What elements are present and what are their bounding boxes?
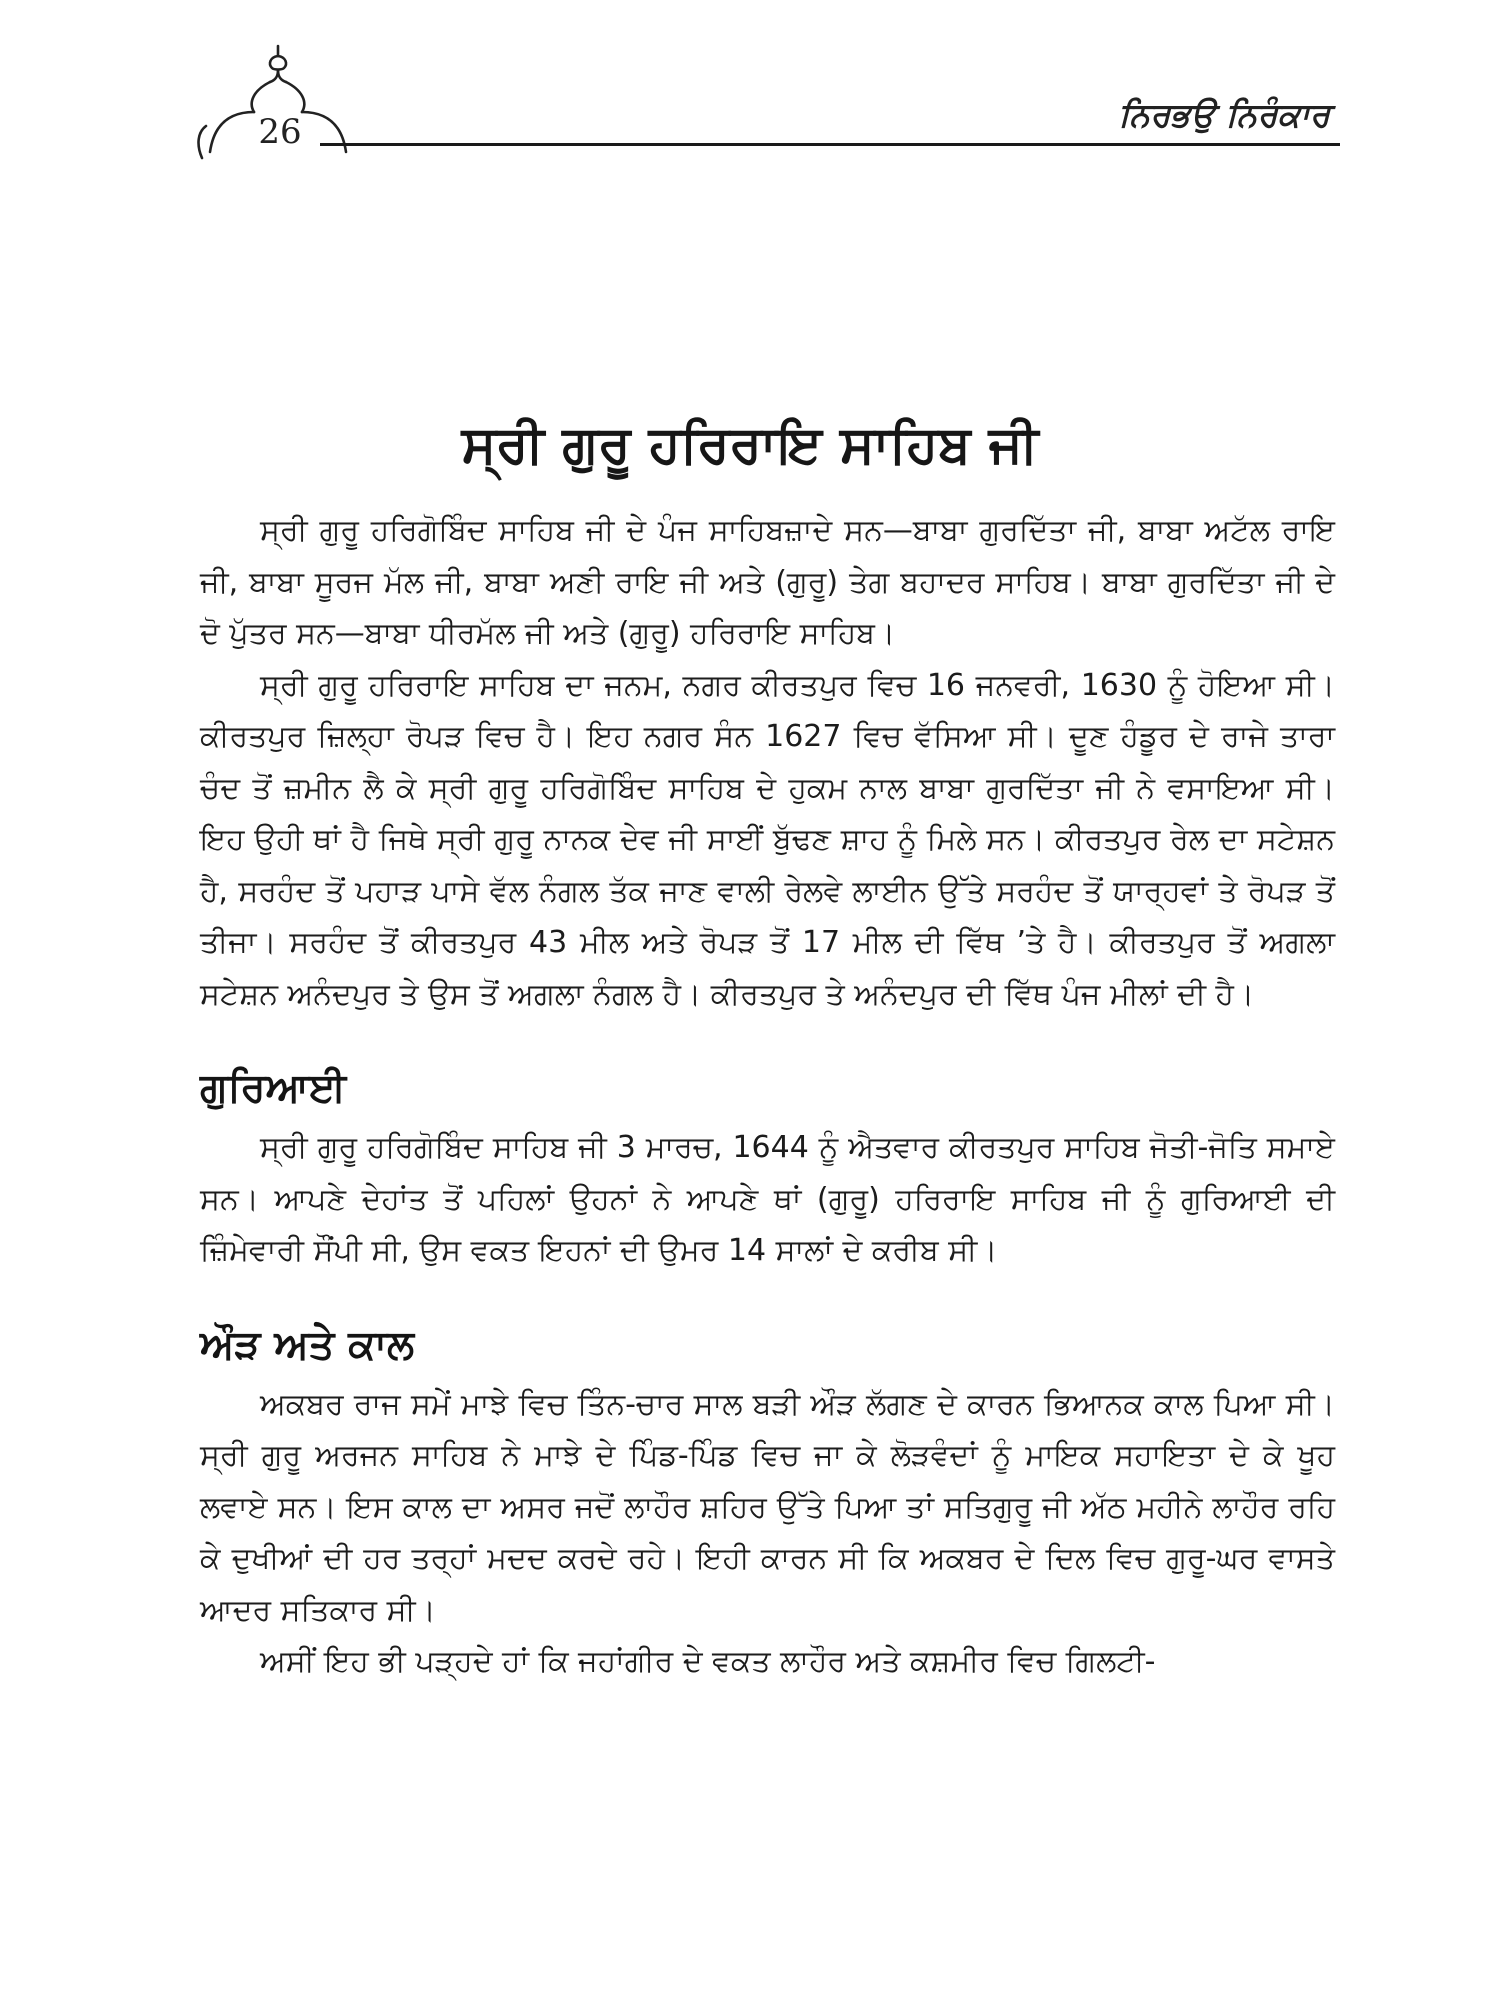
aurh-paragraph-1: ਅਕਬਰ ਰਾਜ ਸਮੇਂ ਮਾਝੇ ਵਿਚ ਤਿੰਨ-ਚਾਰ ਸਾਲ ਬੜੀ ਔੜ ਲੱਗਣ ਦੇ ਕਾਰਨ ਭਿਆਨਕ ਕਾਲ ਪਿਆ ਸੀ। ਸ੍ਰੀ ਗੁਰੂ ਅਰਜਨ ਸਾਹਿਬ ਨੇ ਮਾਝੇ ਦੇ ਪਿੰਡ-ਪਿੰਡ ਵਿਚ ਜਾ ਕੇ ਲੋੜਵੰਦਾਂ ਨੂੰ ਮਾਇਕ ਸਹਾਇਤਾ ਦੇ ਕੇ ਖੂਹ ਲਵਾਏ ਸਨ। ਇਸ ਕਾਲ ਦਾ ਅਸਰ ਜਦੋਂ ਲਾਹੌਰ ਸ਼ਹਿਰ ਉੱਤੇ ਪਿਆ ਤਾਂ ਸਤਿਗੁਰੂ ਜੀ ਅੱਠ ਮਹੀਨੇ ਲਾਹੌਰ ਰਹਿ ਕੇ ਦੁਖੀਆਂ ਦੀ ਹਰ ਤਰ੍ਹਾਂ ਮਦਦ ਕਰਦੇ ਰਹੇ। ਇਹੀ ਕਾਰਨ ਸੀ ਕਿ ਅਕਬਰ ਦੇ ਦਿਲ ਵਿਚ ਗੁਰੂ-ਘਰ ਵਾਸਤੇ ਆਦਰ ਸਤਿਕਾਰ ਸੀ।	[200, 1386, 1335, 1628]
page-number: 26	[258, 112, 302, 152]
guriayi-paragraph: ਸ੍ਰੀ ਗੁਰੂ ਹਰਿਗੋਬਿੰਦ ਸਾਹਿਬ ਜੀ 3 ਮਾਰਚ, 1644 ਨੂੰ ਐਤਵਾਰ ਕੀਰਤਪੁਰ ਸਾਹਿਬ ਜੋਤੀ-ਜੋਤਿ ਸਮਾਏ ਸਨ। ਆਪਣੇ ਦੇਹਾਂਤ ਤੋਂ ਪਹਿਲਾਂ ਉਹਨਾਂ ਨੇ ਆਪਣੇ ਥਾਂ (ਗੁਰੂ) ਹਰਿਰਾਇ ਸਾਹਿਬ ਜੀ ਨੂੰ ਗੁਰਿਆਈ ਦੀ ਜ਼ਿੰਮੇਵਾਰੀ ਸੌਂਪੀ ਸੀ, ਉਸ ਵਕਤ ਇਹਨਾਂ ਦੀ ਉਮਰ 14 ਸਾਲਾਂ ਦੇ ਕਰੀਬ ਸੀ।	[200, 1130, 1335, 1268]
intro-paragraph-1: ਸ੍ਰੀ ਗੁਰੂ ਹਰਿਗੋਬਿੰਦ ਸਾਹਿਬ ਜੀ ਦੇ ਪੰਜ ਸਾਹਿਬਜ਼ਾਦੇ ਸਨ—ਬਾਬਾ ਗੁਰਦਿੱਤਾ ਜੀ, ਬਾਬਾ ਅਟੱਲ ਰਾਇ ਜੀ, ਬਾਬਾ ਸੂਰਜ ਮੱਲ ਜੀ, ਬਾਬਾ ਅਣੀ ਰਾਇ ਜੀ ਅਤੇ (ਗੁਰੂ) ਤੇਗ ਬਹਾਦਰ ਸਾਹਿਬ। ਬਾਬਾ ਗੁਰਦਿੱਤਾ ਜੀ ਦੇ ਦੋ ਪੁੱਤਰ ਸਨ—ਬਾਬਾ ਧੀਰਮੱਲ ਜੀ ਅਤੇ (ਗੁਰੂ) ਹਰਿਰਾਇ ਸਾਹਿਬ।	[200, 513, 1335, 651]
aurh-paragraph-2: ਅਸੀਂ ਇਹ ਭੀ ਪੜ੍ਹਦੇ ਹਾਂ ਕਿ ਜਹਾਂਗੀਰ ਦੇ ਵਕਤ ਲਾਹੌਰ ਅਤੇ ਕਸ਼ਮੀਰ ਵਿਚ ਗਿਲਟੀ-	[260, 1644, 1156, 1679]
chapter-title: ਸ੍ਰੀ ਗੁਰੂ ਹਰਿਰਾਇ ਸਾਹਿਬ ਜੀ	[461, 414, 1039, 475]
intro-paragraph-2: ਸ੍ਰੀ ਗੁਰੂ ਹਰਿਰਾਇ ਸਾਹਿਬ ਦਾ ਜਨਮ, ਨਗਰ ਕੀਰਤਪੁਰ ਵਿਚ 16 ਜਨਵਰੀ, 1630 ਨੂੰ ਹੋਇਆ ਸੀ। ਕੀਰਤਪੁਰ ਜ਼ਿਲ੍ਹਾ ਰੋਪੜ ਵਿਚ ਹੈ। ਇਹ ਨਗਰ ਸੰਨ 1627 ਵਿਚ ਵੱਸਿਆ ਸੀ। ਦੂਣ ਹੰਡੂਰ ਦੇ ਰਾਜੇ ਤਾਰਾ ਚੰਦ ਤੋਂ ਜ਼ਮੀਨ ਲੈ ਕੇ ਸ੍ਰੀ ਗੁਰੂ ਹਰਿਗੋਬਿੰਦ ਸਾਹਿਬ ਦੇ ਹੁਕਮ ਨਾਲ ਬਾਬਾ ਗੁਰਦਿੱਤਾ ਜੀ ਨੇ ਵਸਾਇਆ ਸੀ। ਇਹ ਉਹੀ ਥਾਂ ਹੈ ਜਿਥੇ ਸ੍ਰੀ ਗੁਰੂ ਨਾਨਕ ਦੇਵ ਜੀ ਸਾਈਂ ਬੁੱਢਣ ਸ਼ਾਹ ਨੂੰ ਮਿਲੇ ਸਨ। ਕੀਰਤਪੁਰ ਰੇਲ ਦਾ ਸਟੇਸ਼ਨ ਹੈ, ਸਰਹੰਦ ਤੋਂ ਪਹਾੜ ਪਾਸੇ ਵੱਲ ਨੰਗਲ ਤੱਕ ਜਾਣ ਵਾਲੀ ਰੇਲਵੇ ਲਾਈਨ ਉੱਤੇ ਸਰਹੰਦ ਤੋਂ ਯਾਰ੍ਹਵਾਂ ਤੇ ਰੋਪੜ ਤੋਂ ਤੀਜਾ। ਸਰਹੰਦ ਤੋਂ ਕੀਰਤਪੁਰ 43 ਮੀਲ ਅਤੇ ਰੋਪੜ ਤੋਂ 17 ਮੀਲ ਦੀ ਵਿੱਥ ’ਤੇ ਹੈ। ਕੀਰਤਪੁਰ ਤੋਂ ਅਗਲਾ ਸਟੇਸ਼ਨ ਅਨੰਦਪੁਰ ਤੇ ਉਸ ਤੋਂ ਅਗਲਾ ਨੰਗਲ ਹੈ। ਕੀਰਤਪੁਰ ਤੇ ਅਨੰਦਪੁਰ ਦੀ ਵਿੱਥ ਪੰਜ ਮੀਲਾਂ ਦੀ ਹੈ।	[200, 667, 1335, 1012]
header-rule	[320, 143, 1340, 146]
running-title: ਨਿਰਭਉ ਨਿਰੰਕਾਰ	[1118, 95, 1330, 134]
section-heading-aurh-ate-kaal: ਔੜ ਅਤੇ ਕਾਲ	[200, 1321, 415, 1368]
page-header	[150, 40, 1350, 170]
section-heading-guriayi: ਗੁਰਿਆਈ	[200, 1065, 347, 1111]
body-text	[200, 505, 1335, 1688]
